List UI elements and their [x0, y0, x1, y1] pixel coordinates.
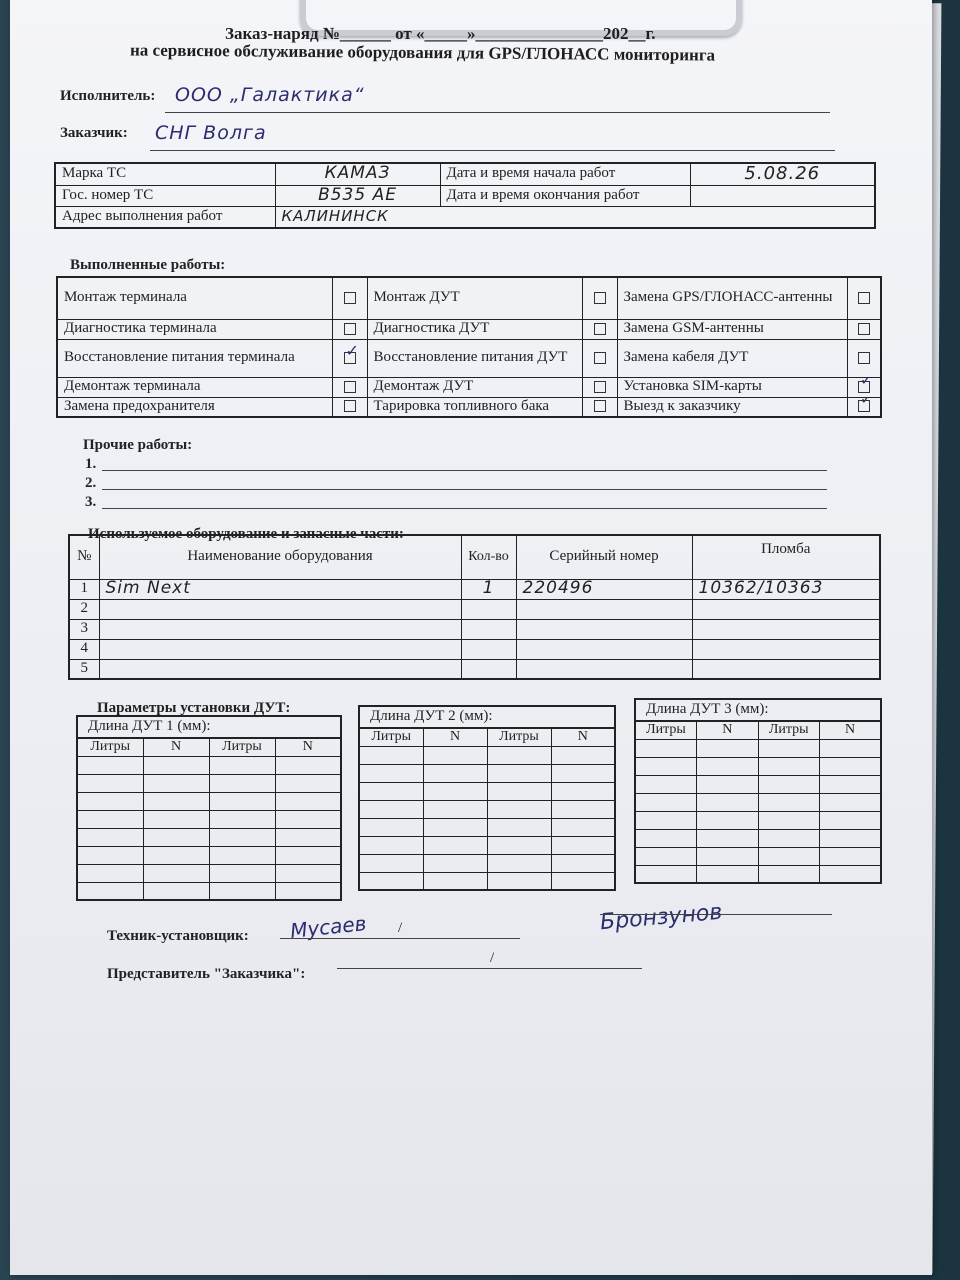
- dut-cell[interactable]: [697, 829, 759, 847]
- dut-cell[interactable]: [635, 757, 697, 775]
- order-subtitle: на сервисное обслуживание оборудования для GPS/ГЛОНАСС мониторинга: [129, 40, 716, 65]
- work-item-label: Демонтаж ДУТ: [367, 377, 582, 397]
- dut-cell[interactable]: [359, 764, 423, 782]
- dut-row: [635, 793, 881, 811]
- end-label: Дата и время окончания работ: [440, 185, 690, 206]
- address-value: КАЛИНИНСК: [275, 206, 875, 228]
- dut-cell[interactable]: [820, 739, 882, 757]
- dut-caption: Длина ДУТ 3 (мм):: [646, 701, 769, 717]
- rep-sep: /: [490, 950, 495, 966]
- dut-cell[interactable]: [487, 764, 551, 782]
- work-checkbox[interactable]: [594, 323, 606, 335]
- dut-cell[interactable]: [758, 757, 820, 775]
- equipment-name: [99, 639, 461, 659]
- dut-row: [77, 792, 341, 810]
- dut-cell[interactable]: [275, 756, 341, 774]
- dut-cell[interactable]: [635, 775, 697, 793]
- works-table: [56, 276, 882, 418]
- dut-cell[interactable]: [487, 746, 551, 764]
- dut-row: [359, 836, 615, 854]
- work-item-cell: [332, 377, 367, 397]
- dut-cell[interactable]: [77, 810, 143, 828]
- rep-label: Представитель "Заказчика":: [107, 966, 306, 982]
- dut-row: [635, 739, 881, 757]
- dut-cell[interactable]: [143, 774, 209, 792]
- equipment-qty: [461, 659, 516, 679]
- equipment-num: 4: [69, 639, 99, 659]
- work-item-cell: [582, 377, 617, 397]
- dut-cell[interactable]: [758, 793, 820, 811]
- dut-row: [635, 829, 881, 847]
- address-label: Адрес выполнения работ: [55, 206, 275, 228]
- dut-cell[interactable]: [209, 774, 275, 792]
- work-item-label: Установка SIM-карты: [617, 377, 847, 397]
- work-item-label: Диагностика терминала: [57, 319, 332, 339]
- dut-row: [77, 846, 341, 864]
- dut-cell[interactable]: [551, 854, 615, 872]
- equipment-qty: [461, 639, 516, 659]
- dut-cell[interactable]: [820, 847, 882, 865]
- dut-cell[interactable]: [143, 792, 209, 810]
- work-checkbox[interactable]: [344, 400, 356, 412]
- work-item-label: Замена предохранителя: [57, 397, 332, 417]
- dut-cell[interactable]: [143, 828, 209, 846]
- dut-cell[interactable]: [77, 882, 143, 900]
- work-item-cell: [582, 339, 617, 377]
- rep-signature: Бронзунов: [599, 899, 724, 936]
- work-item-label: Восстановление питания терминала: [57, 339, 332, 377]
- dut-row: [635, 811, 881, 829]
- end-value: [690, 185, 875, 206]
- equipment-seal: [692, 659, 880, 679]
- dut-cell[interactable]: [77, 846, 143, 864]
- dut-row: [359, 818, 615, 836]
- dut-col-header: N: [697, 721, 759, 739]
- dut-row: [77, 828, 341, 846]
- other-item-3: 3.: [85, 494, 97, 510]
- dut-cell[interactable]: [697, 865, 759, 883]
- dut-cell[interactable]: [423, 764, 487, 782]
- customer-value: СНГ Волга: [155, 122, 267, 144]
- dut-cell[interactable]: [423, 854, 487, 872]
- works-title: Выполненные работы:: [70, 257, 226, 273]
- dut-cell[interactable]: [487, 800, 551, 818]
- dut-cell[interactable]: [635, 739, 697, 757]
- dut-row: [77, 882, 341, 900]
- dut-cell[interactable]: [143, 810, 209, 828]
- equipment-seal: [692, 599, 880, 619]
- work-item-label: Тарировка топливного бака: [367, 397, 582, 417]
- dut-row: [77, 810, 341, 828]
- dut-row: [359, 854, 615, 872]
- dut-row: [359, 782, 615, 800]
- equipment-serial: [516, 659, 692, 679]
- equipment-serial: [516, 639, 692, 659]
- dut-row: [77, 864, 341, 882]
- dut-cell[interactable]: [820, 793, 882, 811]
- dut-row: [635, 865, 881, 883]
- dut-cell[interactable]: [635, 865, 697, 883]
- work-item-label: Выезд к заказчику: [617, 397, 847, 417]
- work-item-cell: [582, 319, 617, 339]
- dut-row: [77, 774, 341, 792]
- dut-cell[interactable]: [697, 811, 759, 829]
- dut-col-header: N: [275, 738, 341, 756]
- equipment-num: 3: [69, 619, 99, 639]
- work-checkbox[interactable]: [594, 400, 606, 412]
- dut-cell[interactable]: [143, 846, 209, 864]
- dut-cell[interactable]: [487, 872, 551, 890]
- table-row: [69, 579, 880, 599]
- dut-cell[interactable]: [697, 793, 759, 811]
- equipment-qty: [461, 619, 516, 639]
- dut-col-header: Литры: [487, 728, 551, 746]
- dut-cell[interactable]: [143, 756, 209, 774]
- dut-cell[interactable]: [77, 756, 143, 774]
- work-checkbox[interactable]: [858, 400, 870, 412]
- dut-row: [359, 800, 615, 818]
- work-checkbox[interactable]: [344, 323, 356, 335]
- dut-cell[interactable]: [423, 818, 487, 836]
- vehicle-table: [54, 162, 876, 229]
- dut-col-header: Литры: [77, 738, 143, 756]
- col-name: Наименование оборудования: [99, 535, 461, 579]
- tech-signature: Мусаев: [288, 911, 368, 943]
- dut-cell[interactable]: [209, 828, 275, 846]
- dut-cell[interactable]: [77, 774, 143, 792]
- dut-table: [634, 720, 882, 884]
- other-title: Прочие работы:: [83, 437, 193, 453]
- executor-label: Исполнитель:: [60, 88, 156, 104]
- dut-cell[interactable]: [551, 872, 615, 890]
- equipment-qty: [461, 599, 516, 619]
- dut-cell[interactable]: [77, 864, 143, 882]
- dut-cell[interactable]: [758, 865, 820, 883]
- work-item-cell: [847, 339, 881, 377]
- dut-cell[interactable]: [635, 847, 697, 865]
- work-item-label: Замена GSM-антенны: [617, 319, 847, 339]
- dut-cell[interactable]: [77, 792, 143, 810]
- dut-cell[interactable]: [359, 818, 423, 836]
- equipment-seal: [692, 639, 880, 659]
- work-item-label: Демонтаж терминала: [57, 377, 332, 397]
- equipment-name: [99, 659, 461, 679]
- equipment-name: [99, 619, 461, 639]
- equipment-title: Используемое оборудование и запасные части:: [88, 526, 404, 542]
- dut-cell[interactable]: [275, 774, 341, 792]
- plate-value: В535 АЕ: [275, 185, 440, 206]
- dut-cell[interactable]: [77, 828, 143, 846]
- work-item-cell: [847, 377, 881, 397]
- dut-cell[interactable]: [758, 811, 820, 829]
- work-item-cell: [847, 319, 881, 339]
- work-checkbox[interactable]: [858, 381, 870, 393]
- dut-cell[interactable]: [635, 811, 697, 829]
- equipment-name: Sim Next: [99, 579, 461, 599]
- work-checkbox[interactable]: [858, 352, 870, 364]
- dut-cell[interactable]: [820, 775, 882, 793]
- col-qty: Кол-во: [461, 535, 516, 579]
- work-item-cell: [847, 397, 881, 417]
- work-item-cell: [332, 277, 367, 319]
- work-item-label: Монтаж ДУТ: [367, 277, 582, 319]
- start-label: Дата и время начала работ: [440, 163, 690, 185]
- dut-cell[interactable]: [143, 864, 209, 882]
- dut-col-header: Литры: [359, 728, 423, 746]
- equipment-table: [68, 534, 881, 680]
- other-item-2: 2.: [85, 475, 97, 491]
- dut-cell[interactable]: [697, 847, 759, 865]
- dut-cell[interactable]: [697, 775, 759, 793]
- work-item-cell: [332, 397, 367, 417]
- other-item-1: 1.: [85, 456, 97, 472]
- dut-cell[interactable]: [551, 764, 615, 782]
- dut-cell[interactable]: [758, 775, 820, 793]
- dut-caption: Длина ДУТ 2 (мм):: [370, 708, 493, 724]
- work-checkbox[interactable]: [344, 352, 356, 364]
- work-checkbox[interactable]: [858, 323, 870, 335]
- dut-row: [635, 775, 881, 793]
- work-item-label: Диагностика ДУТ: [367, 319, 582, 339]
- equipment-num: 2: [69, 599, 99, 619]
- work-item-cell: [582, 397, 617, 417]
- dut-cell[interactable]: [820, 865, 882, 883]
- work-checkbox[interactable]: [344, 381, 356, 393]
- equipment-seal: 10362/10363: [692, 579, 880, 599]
- dut-cell[interactable]: [423, 836, 487, 854]
- dut-cell[interactable]: [487, 782, 551, 800]
- dut-cell[interactable]: [423, 800, 487, 818]
- table-row: [69, 619, 880, 639]
- dut-cell[interactable]: [209, 846, 275, 864]
- customer-label: Заказчик:: [60, 125, 128, 141]
- work-item-cell: [332, 339, 367, 377]
- dut-cell[interactable]: [487, 818, 551, 836]
- dut-cell[interactable]: [551, 800, 615, 818]
- dut-cell[interactable]: [209, 864, 275, 882]
- dut-row: [359, 764, 615, 782]
- table-row: [69, 639, 880, 659]
- dut-col-header: N: [423, 728, 487, 746]
- dut-cell[interactable]: [209, 756, 275, 774]
- dut-cell[interactable]: [275, 882, 341, 900]
- executor-value: ООО „Галактика“: [175, 84, 365, 106]
- equipment-serial: [516, 619, 692, 639]
- work-item-cell: [847, 277, 881, 319]
- dut-cell[interactable]: [758, 739, 820, 757]
- dut-table: [76, 737, 342, 901]
- work-checkbox[interactable]: [594, 381, 606, 393]
- tech-label: Техник-установщик:: [107, 928, 249, 944]
- dut-cell[interactable]: [275, 810, 341, 828]
- equipment-serial: 220496: [516, 579, 692, 599]
- start-value: 5.08.26: [690, 163, 875, 185]
- col-serial: Серийный номер: [516, 535, 692, 579]
- dut-title: Параметры установки ДУТ:: [97, 700, 291, 716]
- col-seal: Пломба: [692, 535, 880, 579]
- tech-sep: /: [398, 920, 403, 936]
- dut-cell[interactable]: [758, 829, 820, 847]
- dut-cell[interactable]: [635, 793, 697, 811]
- dut-col-header: N: [143, 738, 209, 756]
- dut-cell[interactable]: [359, 782, 423, 800]
- dut-cell[interactable]: [551, 746, 615, 764]
- dut-cell[interactable]: [143, 882, 209, 900]
- dut-caption: Длина ДУТ 1 (мм):: [88, 718, 211, 734]
- work-item-cell: [582, 277, 617, 319]
- dut-cell[interactable]: [423, 746, 487, 764]
- dut-row: [635, 847, 881, 865]
- dut-cell[interactable]: [487, 836, 551, 854]
- dut-cell[interactable]: [820, 757, 882, 775]
- dut-col-header: Литры: [635, 721, 697, 739]
- dut-cell[interactable]: [551, 818, 615, 836]
- work-item-label: Замена GPS/ГЛОНАСС-антенны: [617, 277, 847, 319]
- work-item-label: Замена кабеля ДУТ: [617, 339, 847, 377]
- dut-cell[interactable]: [820, 829, 882, 847]
- dut-cell[interactable]: [551, 782, 615, 800]
- dut-cell[interactable]: [209, 882, 275, 900]
- dut-cell[interactable]: [551, 836, 615, 854]
- dut-cell[interactable]: [697, 757, 759, 775]
- dut-cell[interactable]: [359, 800, 423, 818]
- dut-col-header: N: [551, 728, 615, 746]
- dut-row: [77, 756, 341, 774]
- dut-row: [359, 746, 615, 764]
- dut-cell[interactable]: [359, 836, 423, 854]
- dut-row: [359, 872, 615, 890]
- equipment-num: 1: [69, 579, 99, 599]
- brand-label: Марка ТС: [55, 163, 275, 185]
- work-item-label: Восстановление питания ДУТ: [367, 339, 582, 377]
- dut-cell[interactable]: [423, 872, 487, 890]
- work-item-label: Монтаж терминала: [57, 277, 332, 319]
- dut-cell[interactable]: [275, 864, 341, 882]
- dut-cell[interactable]: [275, 846, 341, 864]
- dut-cell[interactable]: [820, 811, 882, 829]
- dut-cell[interactable]: [697, 739, 759, 757]
- dut-cell[interactable]: [209, 792, 275, 810]
- dut-cell[interactable]: [758, 847, 820, 865]
- dut-cell[interactable]: [359, 746, 423, 764]
- dut-col-header: Литры: [209, 738, 275, 756]
- dut-cell[interactable]: [359, 872, 423, 890]
- work-checkbox[interactable]: [594, 292, 606, 304]
- work-checkbox[interactable]: [344, 292, 356, 304]
- table-row: [69, 659, 880, 679]
- dut-cell[interactable]: [209, 810, 275, 828]
- work-checkbox[interactable]: [594, 352, 606, 364]
- dut-col-header: Литры: [758, 721, 820, 739]
- table-row: [69, 599, 880, 619]
- work-checkbox[interactable]: [858, 292, 870, 304]
- equipment-num: 5: [69, 659, 99, 679]
- dut-cell[interactable]: [487, 854, 551, 872]
- dut-row: [635, 757, 881, 775]
- dut-cell[interactable]: [359, 854, 423, 872]
- dut-col-header: N: [820, 721, 882, 739]
- plate-label: Гос. номер ТС: [55, 185, 275, 206]
- dut-cell[interactable]: [275, 828, 341, 846]
- col-num: №: [69, 535, 99, 579]
- dut-cell[interactable]: [423, 782, 487, 800]
- equipment-seal: [692, 619, 880, 639]
- order-title: Заказ-наряд №______ от «_____»_______________202__г.: [225, 24, 656, 43]
- brand-value: КАМАЗ: [275, 163, 440, 185]
- dut-cell[interactable]: [275, 792, 341, 810]
- equipment-qty: 1: [461, 579, 516, 599]
- dut-table: [358, 727, 616, 891]
- dut-cell[interactable]: [635, 829, 697, 847]
- work-item-cell: [332, 319, 367, 339]
- equipment-name: [99, 599, 461, 619]
- equipment-serial: [516, 599, 692, 619]
